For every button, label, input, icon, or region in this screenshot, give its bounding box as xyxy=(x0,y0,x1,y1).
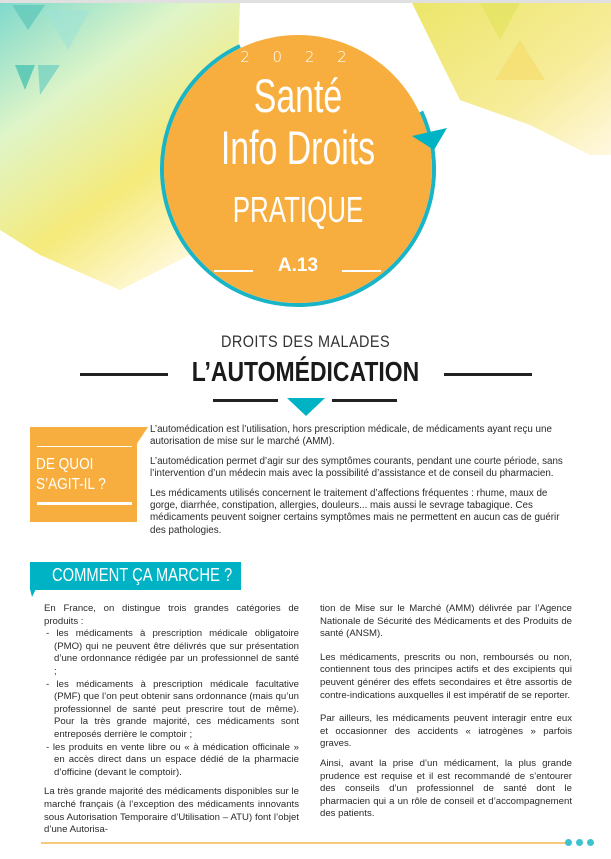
title-underline-left xyxy=(213,399,278,402)
section-paragraph: La très grande majorité des médicaments disponibles sur le marché français (à l’exception des médicaments innovants sous Autorisation Temporaire d’Utilisation – ATU) font l’objet d’une Autorisa- xyxy=(44,786,299,836)
intro-text xyxy=(150,424,570,544)
banner-tail-icon xyxy=(30,589,38,598)
list-item: - les médicaments à prescription médicale facultative (PMF) que l’on peut obtenir sans ordonnance (mais qu’un professionnel de santé peut prescrire tout de même). Pour la très grande majorité, ces médicaments sont entreposés derrière le comptoir ; xyxy=(46,678,299,740)
label-rule-bottom xyxy=(37,502,132,505)
section-heading: COMMENT ÇA MARCHE ? xyxy=(52,565,233,585)
dot xyxy=(576,839,583,846)
section-paragraph: Ainsi, avant la prise d’un médicament, la plus grande prudence est requise et il est recommandé de s’entourer des conseils d’un professionnel de santé dont le pharmacien qui a un rôle de conseil et d’accompagnement des patients. xyxy=(320,757,572,820)
section-paragraph: Les médicaments, prescrits ou non, remboursés ou non, contiennent tous des principes actifs et des excipients qui peuvent générer des effets secondaires et être assortis de contre-indications auxquelles il est impératif de se reporter. xyxy=(320,651,572,701)
badge-title-line1: Santé xyxy=(253,69,343,122)
title-rule-right xyxy=(444,373,532,376)
label-tail-icon xyxy=(136,427,148,447)
section-paragraph: tion de Mise sur le Marché (AMM) délivrée par l’Agence Nationale de Sécurité des Médicaments et des Produits de santé (ANSM). xyxy=(320,603,572,640)
badge-title-line3: PRATIQUE xyxy=(232,189,364,230)
section-lead: En France, on distingue trois grandes catégories de produits : xyxy=(44,603,299,627)
intro-label-line1: DE QUOI xyxy=(36,456,94,473)
badge-title-line2: Info Droits xyxy=(220,121,376,174)
list-item: - les produits en vente libre ou « à médication officinale » en accès direct dans un espace dédié de la pharmacie d’officine (devant le comptoir). xyxy=(46,741,299,778)
section-right-column xyxy=(320,603,572,828)
list-item: - les médicaments à prescription médicale obligatoire (PMO) qui ne peuvent être délivrés que sur présentation d’une ordonnance rédigée par un professionnel de santé ; xyxy=(46,628,299,677)
label-rule-top xyxy=(37,446,132,447)
intro-label xyxy=(36,455,121,495)
title-underline-right xyxy=(332,399,397,402)
dot xyxy=(565,839,572,846)
intro-label-line2: S’AGIT-IL ? xyxy=(36,476,106,493)
section-paragraph: Par ailleurs, les médicaments peuvent interagir entre eux et occasionner des accidents « iatrogènes » parfois graves. xyxy=(320,713,572,750)
section-left-column xyxy=(44,603,299,844)
footer-rule xyxy=(41,842,568,844)
page-title: L’AUTOMÉDICATION xyxy=(191,356,420,387)
intro-paragraph: Les médicaments utilisés concernent le traitement d’affections fréquentes : rhume, maux de gorge, diarrhée, constipation, allergies, douleurs... mais aussi le sevrage tabagique. Ces médicaments peuvent soigner certains symptômes mais ne permettent en aucun cas de guérir des pathologies. xyxy=(150,487,560,536)
dot xyxy=(587,839,594,846)
badge-code: A.13 xyxy=(277,255,319,276)
intro-paragraph: L’automédication permet d’agir sur des symptômes courants, pendant une courte période, sans l’intervention d’un médecin mais avec la possibilité d’assistance et de conseil du pharmacien. xyxy=(150,455,563,480)
page-subtitle: DROITS DES MALADES xyxy=(220,332,391,351)
down-triangle-icon xyxy=(287,398,325,417)
intro-paragraph: L’automédication est l’utilisation, hors prescription médicale, de médicaments ayant reçu une autorisation de mise sur le marché (AMM). xyxy=(150,424,552,448)
badge-year: 2 0 2 2 xyxy=(240,48,356,66)
